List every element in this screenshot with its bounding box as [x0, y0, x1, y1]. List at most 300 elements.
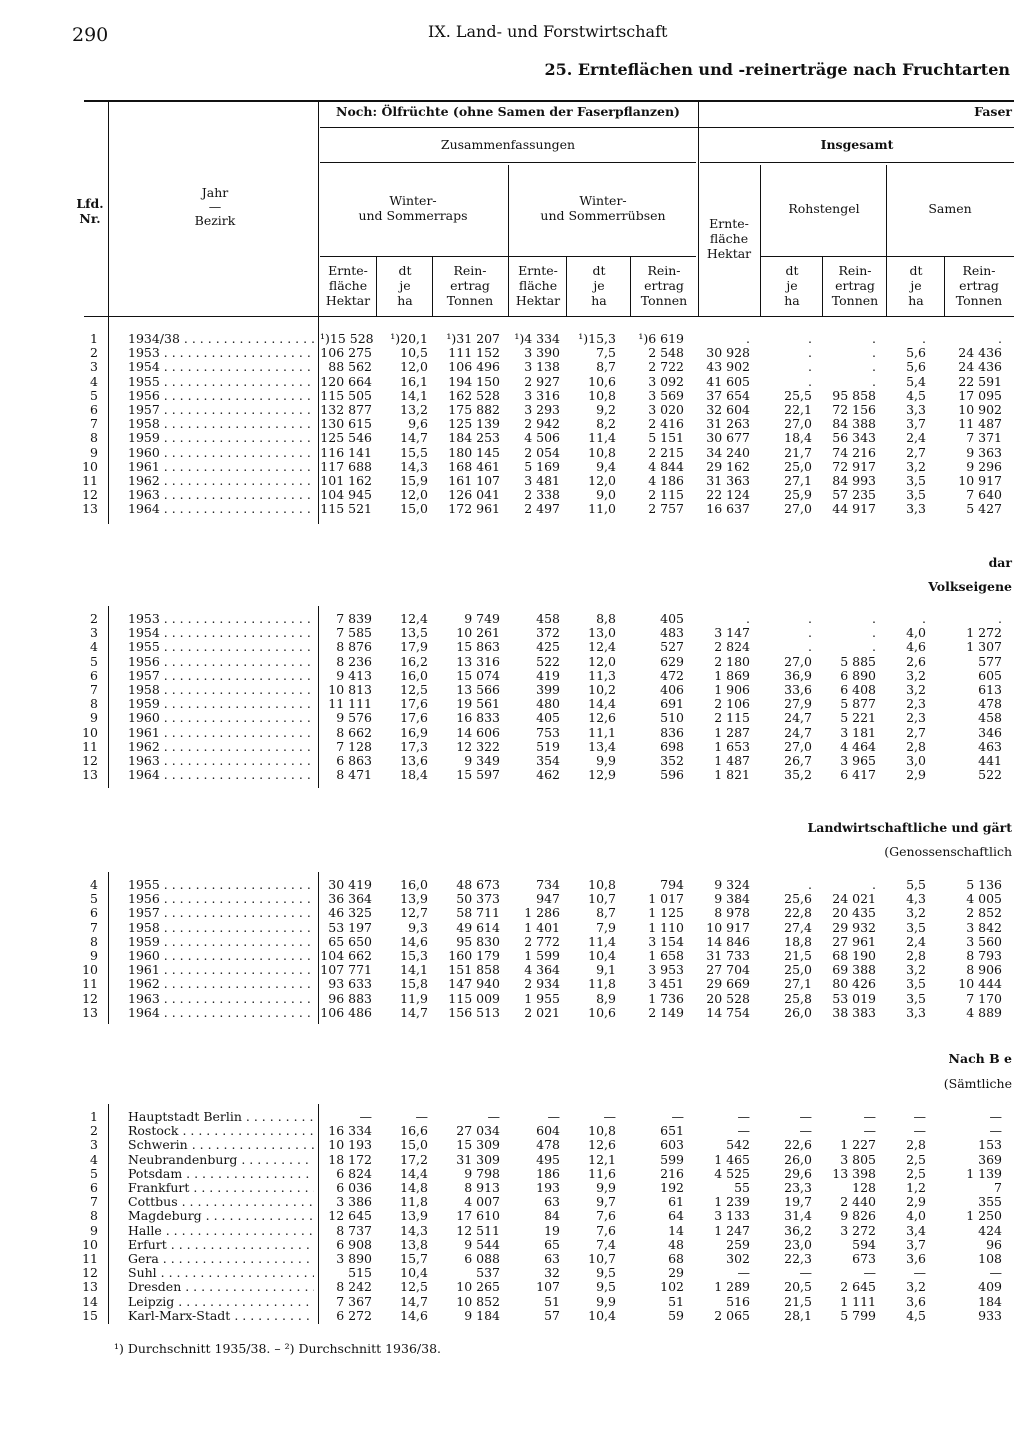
- table-cell: 3 805: [840, 1151, 876, 1167]
- table-cell: 30 677: [706, 430, 750, 446]
- table-cell: 7 640: [966, 487, 1002, 503]
- table-cell: .: [808, 359, 812, 375]
- table-cell: —: [989, 1109, 1002, 1124]
- table-cell: .: [998, 331, 1002, 346]
- table-cell: 16,1: [400, 373, 428, 389]
- table-cell: 26,7: [784, 753, 812, 768]
- table-cell: 3,5: [906, 976, 926, 992]
- table-cell: 933: [978, 1307, 1002, 1323]
- table-cell: 9 826: [840, 1208, 876, 1224]
- row-label: 1958 . . .: [128, 417, 314, 431]
- row-number: 8: [90, 1208, 98, 1224]
- table-cell: 27,1: [784, 473, 812, 488]
- table-cell: 1 906: [714, 682, 750, 697]
- table-cell: 1 286: [524, 905, 560, 921]
- chapter-title: IX. Land- und Forstwirtschaft: [428, 22, 668, 41]
- table-cell: 5,6: [906, 359, 926, 375]
- row-label: 1964 . . .: [128, 502, 314, 516]
- table-cell: 15 309: [456, 1137, 500, 1153]
- table-cell: 29 932: [832, 919, 876, 935]
- table-cell: 9,3: [408, 919, 428, 935]
- table-cell: 14,7: [400, 430, 428, 446]
- table-cell: 11,6: [588, 1165, 616, 1181]
- table-cell: 13,9: [400, 1208, 428, 1224]
- table-cell: 65: [544, 1236, 560, 1252]
- table-cell: —: [359, 1109, 372, 1124]
- table-cell: 3 965: [840, 753, 876, 768]
- header-samen: Samen: [928, 201, 972, 216]
- table-cell: 33,6: [784, 682, 812, 697]
- row-number: 13: [82, 767, 98, 783]
- table-row: [0, 1209, 1024, 1223]
- row-label: 1963 . . .: [128, 488, 314, 502]
- table-cell: 57 235: [832, 487, 876, 503]
- table-cell: 61: [668, 1194, 684, 1210]
- table-row: [0, 502, 1024, 516]
- table-cell: 4 844: [648, 458, 684, 474]
- table-cell: 153: [978, 1137, 1002, 1153]
- table-cell: 10,8: [588, 877, 616, 892]
- table-cell: 2 338: [524, 487, 560, 503]
- table-cell: 406: [660, 682, 684, 697]
- header-rule: [760, 256, 1014, 257]
- table-cell: 399: [536, 682, 560, 697]
- table-cell: 36,2: [784, 1222, 812, 1238]
- table-cell: 352: [660, 753, 684, 768]
- table-cell: 10,2: [588, 682, 616, 697]
- row-number: 12: [82, 753, 98, 768]
- row-label: 1955 . . .: [128, 640, 314, 654]
- table-cell: ¹)31 207: [446, 331, 500, 346]
- table-cell: 463: [978, 738, 1002, 754]
- table-cell: 604: [536, 1123, 560, 1139]
- table-cell: 25,5: [784, 387, 812, 403]
- table-cell: 8,8: [596, 611, 616, 626]
- table-cell: 11 487: [958, 416, 1002, 432]
- table-cell: 2 106: [714, 696, 750, 712]
- page-number: 290: [72, 24, 109, 46]
- row-number: 1: [90, 1109, 98, 1124]
- table-cell: 3,4: [906, 1222, 926, 1238]
- table-row: [0, 768, 1024, 782]
- table-cell: 9,4: [596, 458, 616, 474]
- row-number: 3: [90, 1137, 98, 1153]
- table-cell: 2,4: [906, 933, 926, 949]
- table-row: [0, 1153, 1024, 1167]
- table-cell: 7: [994, 1180, 1002, 1195]
- table-cell: 510: [660, 710, 684, 726]
- table-row: [0, 403, 1024, 417]
- table-cell: 15,5: [400, 444, 428, 460]
- table-cell: 1 287: [714, 724, 750, 740]
- table-cell: 51: [668, 1293, 684, 1309]
- table-cell: 3,5: [906, 473, 926, 488]
- table-cell: 1 017: [648, 891, 684, 907]
- subheader-ernte: Ernte- fläche Hektar: [325, 263, 371, 308]
- table-cell: 495: [536, 1151, 560, 1167]
- table-cell: 2,6: [906, 653, 926, 669]
- table-cell: 8,7: [596, 359, 616, 375]
- table-row: [0, 1309, 1024, 1323]
- table-cell: 3 181: [840, 724, 876, 740]
- header-ruebsen: Winter- und Sommerrübsen: [540, 193, 666, 223]
- row-number: 12: [82, 990, 98, 1006]
- table-cell: 24 436: [958, 359, 1002, 375]
- table-cell: 63: [544, 1251, 560, 1266]
- table-cell: 11,0: [588, 501, 616, 517]
- table-cell: 3,2: [906, 1279, 926, 1295]
- row-label: Hauptstadt Berlin . . .: [128, 1110, 314, 1124]
- table-cell: 2 065: [714, 1307, 750, 1323]
- table-cell: 11,1: [588, 724, 616, 740]
- table-cell: 10,4: [588, 948, 616, 963]
- row-label: 1960 . . .: [128, 446, 314, 460]
- table-cell: 14,7: [400, 1004, 428, 1020]
- table-cell: 1 821: [714, 767, 750, 783]
- table-cell: 193: [536, 1180, 560, 1195]
- row-number: 7: [90, 416, 98, 432]
- table-cell: 58 711: [456, 905, 500, 921]
- table-cell: 11,4: [588, 933, 616, 949]
- table-cell: 3 293: [524, 402, 560, 417]
- row-number: 4: [90, 877, 98, 892]
- table-cell: 594: [852, 1236, 876, 1252]
- table-cell: 5 799: [840, 1307, 876, 1323]
- table-cell: 115 505: [320, 387, 372, 403]
- table-cell: 15,7: [400, 1251, 428, 1266]
- row-label: 1956 . . .: [128, 892, 314, 906]
- table-cell: 24 021: [832, 891, 876, 907]
- table-cell: 37 654: [706, 387, 750, 403]
- table-cell: 7 585: [336, 625, 372, 641]
- table-cell: 3 020: [648, 402, 684, 417]
- table-cell: 409: [978, 1279, 1002, 1295]
- table-cell: 27,4: [784, 919, 812, 935]
- table-cell: 29 669: [706, 976, 750, 992]
- table-cell: 2,8: [906, 738, 926, 754]
- table-cell: 2 942: [524, 416, 560, 432]
- table-row: [0, 360, 1024, 374]
- row-label: 1953 . . .: [128, 346, 314, 360]
- table-row: [0, 431, 1024, 445]
- row-number: 10: [82, 458, 98, 474]
- table-row: [0, 389, 1024, 403]
- column-rule: [376, 256, 377, 316]
- table-cell: 11,9: [400, 990, 428, 1006]
- table-cell: 18,4: [400, 767, 428, 783]
- row-label: 1962 . . .: [128, 977, 314, 991]
- table-cell: 1 110: [648, 919, 684, 935]
- table-cell: 35,2: [784, 767, 812, 783]
- table-cell: 125 546: [320, 430, 372, 446]
- table-cell: 17,9: [400, 639, 428, 655]
- table-row: [0, 460, 1024, 474]
- table-cell: 3,5: [906, 919, 926, 935]
- table-cell: 613: [978, 682, 1002, 697]
- row-label: Potsdam . . .: [128, 1167, 314, 1181]
- table-cell: 50 373: [456, 891, 500, 907]
- table-cell: 27,0: [784, 501, 812, 517]
- table-cell: 130 615: [320, 416, 372, 432]
- row-label: Cottbus . . .: [128, 1195, 314, 1209]
- table-cell: 9,5: [596, 1265, 616, 1281]
- table-cell: 3 569: [648, 387, 684, 403]
- table-cell: 6 863: [336, 753, 372, 768]
- table-cell: 104 662: [320, 948, 372, 963]
- table-cell: 2,7: [906, 724, 926, 740]
- table-cell: 96 883: [328, 990, 372, 1006]
- table-cell: 9 384: [714, 891, 750, 907]
- table-cell: —: [737, 1123, 750, 1139]
- table-cell: .: [872, 625, 876, 641]
- table-cell: 108: [978, 1251, 1002, 1266]
- table-cell: 161 107: [448, 473, 500, 488]
- table-cell: 346: [978, 724, 1002, 740]
- table-cell: 29: [668, 1265, 684, 1281]
- table-cell: 24 436: [958, 345, 1002, 361]
- table-cell: 19 561: [456, 696, 500, 712]
- row-number: 9: [90, 710, 98, 726]
- table-cell: 80 426: [832, 976, 876, 992]
- table-cell: 19,7: [784, 1194, 812, 1210]
- table-cell: —: [547, 1109, 560, 1124]
- table-cell: 9,0: [596, 487, 616, 503]
- row-label: 1957 . . .: [128, 669, 314, 683]
- table-cell: 9 363: [966, 444, 1002, 460]
- row-label: 1961 . . .: [128, 726, 314, 740]
- table-cell: 16,6: [400, 1123, 428, 1139]
- table-cell: 4,5: [906, 387, 926, 403]
- table-cell: 3,2: [906, 962, 926, 978]
- table-cell: 32 604: [706, 402, 750, 417]
- table-cell: 116 141: [320, 444, 372, 460]
- row-label: 1954 . . .: [128, 360, 314, 374]
- table-cell: 3 316: [524, 387, 560, 403]
- section-title: Landwirtschaftliche und gärt: [807, 820, 1012, 835]
- header-rule: [320, 162, 696, 163]
- section-subtitle: (Genossenschaftlich: [884, 844, 1012, 859]
- subheader-dt: dt je ha: [397, 263, 413, 308]
- table-cell: 84 993: [832, 473, 876, 488]
- table-cell: 9 576: [336, 710, 372, 726]
- table-cell: 13,0: [588, 625, 616, 641]
- table-cell: 29,6: [784, 1165, 812, 1181]
- table-cell: 3,7: [906, 416, 926, 432]
- table-cell: —: [603, 1109, 616, 1124]
- table-cell: 424: [978, 1222, 1002, 1238]
- table-cell: 369: [978, 1151, 1002, 1167]
- table-cell: 10,6: [588, 1004, 616, 1020]
- table-cell: 2 824: [714, 639, 750, 655]
- table-cell: 18,4: [784, 430, 812, 446]
- table-cell: 156 513: [448, 1004, 500, 1020]
- footnote: ¹) Durchschnitt 1935/38. – ²) Durchschnitt 1936/38.: [114, 1341, 441, 1356]
- table-cell: 10,5: [400, 345, 428, 361]
- table-cell: —: [913, 1123, 926, 1139]
- row-label: Erfurt . . .: [128, 1238, 314, 1252]
- table-cell: 10 917: [958, 473, 1002, 488]
- row-label: 1961 . . .: [128, 460, 314, 474]
- table-cell: 7,6: [596, 1208, 616, 1224]
- table-cell: 68 190: [832, 948, 876, 963]
- table-cell: 629: [660, 653, 684, 669]
- table-cell: 10,6: [588, 373, 616, 389]
- column-rule: [630, 256, 631, 316]
- table-cell: 162 528: [448, 387, 500, 403]
- table-cell: 95 858: [832, 387, 876, 403]
- table-cell: 192: [660, 1180, 684, 1195]
- table-cell: 20,5: [784, 1279, 812, 1295]
- table-title: 25. Ernteflächen und -reinerträge nach Fruchtarten: [544, 60, 1010, 79]
- table-cell: 15,3: [400, 948, 428, 963]
- table-cell: 2 757: [648, 501, 684, 517]
- table-cell: 10 813: [328, 682, 372, 697]
- header-oelfruechte: Noch: Ölfrüchte (ohne Samen der Faserpflanzen): [336, 104, 680, 119]
- table-cell: 15,0: [400, 501, 428, 517]
- table-cell: 17,3: [400, 738, 428, 754]
- table-cell: —: [863, 1109, 876, 1124]
- table-cell: 14,6: [400, 1307, 428, 1323]
- row-label: 1934/38 . . .: [128, 332, 314, 346]
- table-cell: 53 197: [328, 919, 372, 935]
- table-cell: 13,9: [400, 891, 428, 907]
- table-cell: 3 133: [714, 1208, 750, 1224]
- table-cell: 6 890: [840, 667, 876, 683]
- table-cell: 8 242: [336, 1279, 372, 1295]
- table-row: [0, 906, 1024, 920]
- table-cell: 3 272: [840, 1222, 876, 1238]
- table-cell: 605: [978, 667, 1002, 683]
- table-cell: 16,9: [400, 724, 428, 740]
- table-cell: 2 416: [648, 416, 684, 432]
- table-cell: 106 496: [448, 359, 500, 375]
- table-cell: 2 934: [524, 976, 560, 992]
- table-cell: 128: [852, 1180, 876, 1195]
- table-cell: 13 316: [456, 653, 500, 669]
- table-cell: 2,9: [906, 767, 926, 783]
- table-row: [0, 1252, 1024, 1266]
- table-cell: 3,2: [906, 682, 926, 697]
- table-cell: 355: [978, 1194, 1002, 1210]
- column-rule: [760, 165, 761, 316]
- row-label: 1960 . . .: [128, 711, 314, 725]
- table-cell: 2 054: [524, 444, 560, 460]
- table-row: [0, 474, 1024, 488]
- row-label: Frankfurt . . .: [128, 1181, 314, 1195]
- table-cell: —: [863, 1265, 876, 1281]
- table-cell: 603: [660, 1137, 684, 1153]
- table-cell: 354: [536, 753, 560, 768]
- row-number: 5: [90, 653, 98, 669]
- table-row: [0, 711, 1024, 725]
- row-label: 1954 . . .: [128, 626, 314, 640]
- table-cell: 22,3: [784, 1251, 812, 1266]
- table-cell: 6 824: [336, 1165, 372, 1181]
- table-row: [0, 446, 1024, 460]
- table-cell: 9,2: [596, 402, 616, 417]
- table-cell: 537: [476, 1265, 500, 1281]
- header-zusammenfassungen: Zusammenfassungen: [440, 137, 576, 152]
- table-cell: 3,5: [906, 990, 926, 1006]
- table-cell: 4,0: [906, 625, 926, 641]
- table-cell: 8,9: [596, 990, 616, 1006]
- table-cell: 1 247: [714, 1222, 750, 1238]
- table-row: [0, 1124, 1024, 1138]
- table-cell: 59: [668, 1307, 684, 1323]
- table-cell: .: [922, 331, 926, 346]
- table-cell: 22,8: [784, 905, 812, 921]
- table-cell: 20 528: [706, 990, 750, 1006]
- section-title: Nach B e: [948, 1051, 1012, 1066]
- table-cell: 441: [978, 753, 1002, 768]
- table-cell: 2,3: [906, 710, 926, 726]
- table-cell: 22 124: [706, 487, 750, 503]
- table-cell: —: [415, 1109, 428, 1124]
- table-cell: 23,0: [784, 1236, 812, 1252]
- row-number: 5: [90, 1165, 98, 1181]
- section-subtitle: Volkseigene: [928, 579, 1012, 594]
- table-cell: 3,6: [906, 1251, 926, 1266]
- table-cell: —: [737, 1109, 750, 1124]
- table-cell: 22,1: [784, 402, 812, 417]
- table-cell: 10 444: [958, 976, 1002, 992]
- table-cell: 734: [536, 877, 560, 892]
- table-cell: 43 902: [706, 359, 750, 375]
- table-cell: 425: [536, 639, 560, 655]
- row-number: 7: [90, 682, 98, 697]
- row-number: 5: [90, 891, 98, 907]
- table-row: [0, 417, 1024, 431]
- row-number: 8: [90, 933, 98, 949]
- table-cell: 1 465: [714, 1151, 750, 1167]
- table-cell: 36,9: [784, 667, 812, 683]
- table-cell: 27 704: [706, 962, 750, 978]
- table-cell: 120 664: [320, 373, 372, 389]
- row-label: Schwerin . . .: [128, 1138, 314, 1152]
- column-rule: [566, 256, 567, 316]
- row-number: 14: [82, 1293, 98, 1309]
- table-cell: 16,0: [400, 877, 428, 892]
- table-cell: 2 497: [524, 501, 560, 517]
- table-cell: 7,6: [596, 1222, 616, 1238]
- subheader-rein: Rein- ertrag Tonnen: [831, 263, 879, 308]
- table-cell: 28,1: [784, 1307, 812, 1323]
- table-cell: 30 419: [328, 877, 372, 892]
- table-cell: 12,0: [400, 487, 428, 503]
- table-cell: 12 645: [328, 1208, 372, 1224]
- table-cell: 27 034: [456, 1123, 500, 1139]
- table-cell: 25,0: [784, 458, 812, 474]
- table-cell: 3 386: [336, 1194, 372, 1210]
- table-cell: 6 088: [464, 1251, 500, 1266]
- table-row: [0, 683, 1024, 697]
- header-rule: [700, 162, 1014, 163]
- table-cell: 1 272: [966, 625, 1002, 641]
- row-label: 1962 . . .: [128, 474, 314, 488]
- table-cell: 30 928: [706, 345, 750, 361]
- table-cell: 31,4: [784, 1208, 812, 1224]
- table-cell: 3 451: [648, 976, 684, 992]
- table-row: [0, 921, 1024, 935]
- table-cell: 3,3: [906, 1004, 926, 1020]
- table-cell: 25,9: [784, 487, 812, 503]
- table-cell: 1 307: [966, 639, 1002, 655]
- row-label: 1963 . . .: [128, 754, 314, 768]
- table-cell: 15 597: [456, 767, 500, 783]
- table-cell: 10 193: [328, 1137, 372, 1153]
- table-cell: 25,8: [784, 990, 812, 1006]
- table-cell: 11 111: [328, 696, 372, 712]
